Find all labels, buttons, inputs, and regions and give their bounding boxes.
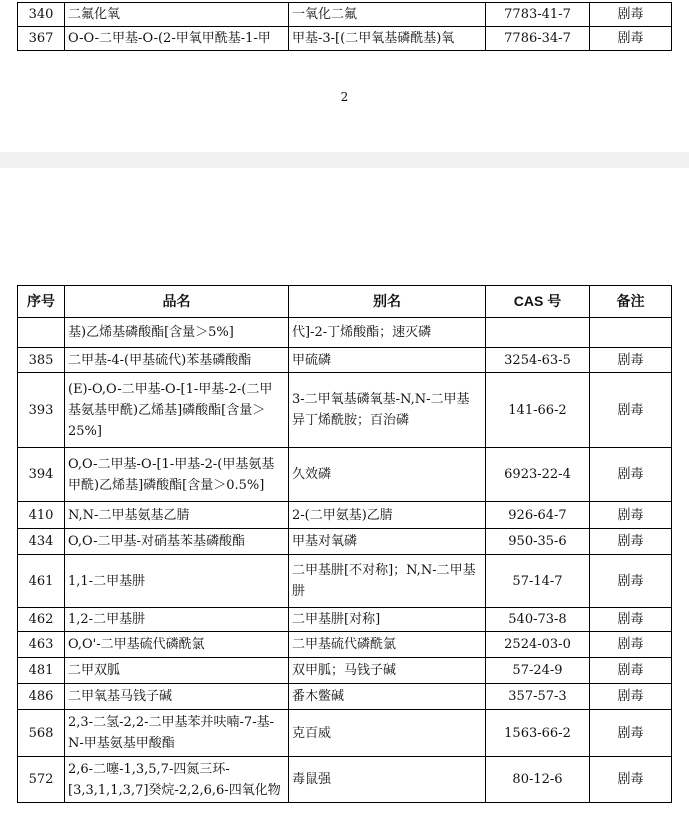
cell-name: 二甲氧基马钱子碱 — [65, 684, 289, 710]
table-row — [18, 318, 672, 348]
cell-no: 394 — [18, 448, 65, 502]
cell-alias: 克百威 — [289, 710, 486, 757]
header-no: 序号 — [18, 286, 65, 318]
cell-no: 462 — [18, 608, 65, 632]
table-row — [18, 608, 672, 632]
page-number: 2 — [340, 90, 349, 104]
cell-note: 剧毒 — [590, 608, 672, 632]
cell-cas: 357-57-3 — [486, 684, 590, 710]
cell-cas: 141-66-2 — [486, 373, 590, 448]
cell-no: 572 — [18, 757, 65, 803]
cell-alias: 2-(二甲氨基)乙腈 — [289, 502, 486, 529]
top-table-body — [18, 3, 672, 51]
cell-name: 2,6-二噻-1,3,5,7-四氮三环-[3,3,1,1,3,7]癸烷-2,2,6,6-四氧化物 — [65, 757, 289, 803]
cell-alias: 甲基对氧磷 — [289, 529, 486, 555]
cell-no: 367 — [18, 27, 65, 51]
cell-note: 剧毒 — [590, 555, 672, 608]
cell-note: 剧毒 — [590, 502, 672, 529]
cell-cas: 80-12-6 — [486, 757, 590, 803]
cell-cas: 7786-34-7 — [486, 27, 590, 51]
cell-name: (E)-O,O-二甲基-O-[1-甲基-2-(二甲基氨基甲酰)乙烯基]磷酸酯[含量＞25%] — [65, 373, 289, 448]
main-table-body — [18, 318, 672, 803]
cell-name: O,O'-二甲基硫代磷酰氯 — [65, 632, 289, 658]
cell-note: 剧毒 — [590, 632, 672, 658]
table-row — [18, 710, 672, 757]
cell-no: 481 — [18, 658, 65, 684]
cell-name: 基)乙烯基磷酸酯[含量＞5%] — [65, 318, 289, 348]
cell-name: O-O-二甲基-O-(2-甲氧甲酰基-1-甲 — [65, 27, 289, 51]
top-table — [17, 2, 672, 51]
cell-cas: 57-24-9 — [486, 658, 590, 684]
table-row — [18, 27, 672, 51]
cell-note: 剧毒 — [590, 757, 672, 803]
cell-name: 二氟化氧 — [65, 3, 289, 27]
cell-note: 剧毒 — [590, 684, 672, 710]
header-name: 品名 — [65, 286, 289, 318]
cell-no: 434 — [18, 529, 65, 555]
table-header-row — [18, 286, 672, 318]
cell-cas: 926-64-7 — [486, 502, 590, 529]
hazardous-chemicals-table — [17, 285, 672, 803]
cell-cas: 7783-41-7 — [486, 3, 590, 27]
table-row — [18, 373, 672, 448]
cell-alias: 3-二甲氧基磷氧基-N,N-二甲基异丁烯酰胺；百治磷 — [289, 373, 486, 448]
cell-alias: 番木鳖碱 — [289, 684, 486, 710]
table-row — [18, 448, 672, 502]
cell-name: O,O-二甲基-O-[1-甲基-2-(甲基氨基甲酰)乙烯基]磷酸酯[含量＞0.5%] — [65, 448, 289, 502]
cell-alias: 久效磷 — [289, 448, 486, 502]
cell-no: 385 — [18, 348, 65, 373]
cell-cas — [486, 318, 590, 348]
cell-alias: 毒鼠强 — [289, 757, 486, 803]
cell-no: 461 — [18, 555, 65, 608]
header-alias: 别名 — [289, 286, 486, 318]
header-note: 备注 — [590, 286, 672, 318]
cell-note — [590, 318, 672, 348]
cell-alias: 二甲基肼[不对称]；N,N-二甲基肼 — [289, 555, 486, 608]
cell-cas: 2524-03-0 — [486, 632, 590, 658]
table-row — [18, 348, 672, 373]
cell-name: N,N-二甲基氨基乙腈 — [65, 502, 289, 529]
cell-no: 410 — [18, 502, 65, 529]
cell-note: 剧毒 — [590, 710, 672, 757]
table-row — [18, 632, 672, 658]
cell-note: 剧毒 — [590, 373, 672, 448]
cell-no: 340 — [18, 3, 65, 27]
cell-cas: 540-73-8 — [486, 608, 590, 632]
cell-cas: 3254-63-5 — [486, 348, 590, 373]
table-row — [18, 658, 672, 684]
cell-no: 393 — [18, 373, 65, 448]
cell-alias: 二甲基硫代磷酰氯 — [289, 632, 486, 658]
cell-note: 剧毒 — [590, 658, 672, 684]
table-row — [18, 502, 672, 529]
cell-no: 568 — [18, 710, 65, 757]
table-row — [18, 555, 672, 608]
table-row — [18, 684, 672, 710]
cell-note: 剧毒 — [590, 448, 672, 502]
cell-alias: 代]-2-丁烯酸酯；速灭磷 — [289, 318, 486, 348]
cell-note: 剧毒 — [590, 529, 672, 555]
cell-alias: 二甲基肼[对称] — [289, 608, 486, 632]
table-row — [18, 529, 672, 555]
cell-alias: 双甲胍；马钱子碱 — [289, 658, 486, 684]
cell-cas: 57-14-7 — [486, 555, 590, 608]
cell-alias: 甲基-3-[(二甲氧基磷酰基)氧 — [289, 27, 486, 51]
cell-cas: 950-35-6 — [486, 529, 590, 555]
cell-note: 剧毒 — [590, 27, 672, 51]
cell-no — [18, 318, 65, 348]
cell-alias: 甲硫磷 — [289, 348, 486, 373]
cell-no: 486 — [18, 684, 65, 710]
cell-note: 剧毒 — [590, 3, 672, 27]
cell-name: 2,3-二氢-2,2-二甲基苯并呋喃-7-基-N-甲基氨基甲酸酯 — [65, 710, 289, 757]
cell-name: O,O-二甲基-对硝基苯基磷酸酯 — [65, 529, 289, 555]
cell-name: 1,2-二甲基肼 — [65, 608, 289, 632]
cell-no: 463 — [18, 632, 65, 658]
cell-alias: 一氧化二氟 — [289, 3, 486, 27]
cell-cas: 6923-22-4 — [486, 448, 590, 502]
table-row — [18, 757, 672, 803]
cell-name: 二甲双胍 — [65, 658, 289, 684]
cell-name: 1,1-二甲基肼 — [65, 555, 289, 608]
cell-name: 二甲基-4-(甲基硫代)苯基磷酸酯 — [65, 348, 289, 373]
header-cas: CAS 号 — [486, 286, 590, 318]
cell-cas: 1563-66-2 — [486, 710, 590, 757]
cell-note: 剧毒 — [590, 348, 672, 373]
page-separator — [0, 152, 689, 168]
table-row — [18, 3, 672, 27]
